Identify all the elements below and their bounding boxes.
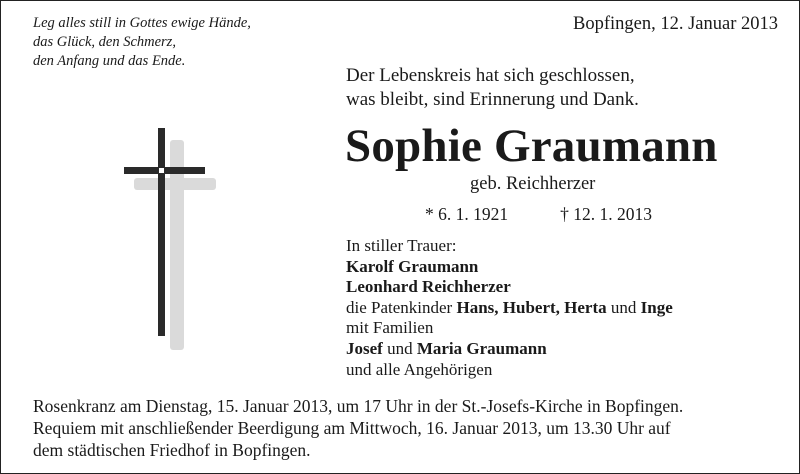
mourners-closing: und alle Angehörigen: [346, 359, 493, 379]
motto-line-3: den Anfang und das Ende.: [33, 53, 186, 69]
service-line-1: Rosenkranz am Dienstag, 15. Januar 2013, um 17 Uhr in der St.-Josefs-Kirche in Bopfingen.: [33, 396, 684, 416]
godchildren-prefix: die Patenkinder: [346, 297, 457, 317]
birth-name: geb. Reichherzer: [470, 174, 596, 194]
godchildren-and: und: [606, 297, 641, 317]
with-families: mit Familien: [346, 318, 434, 338]
motto-line-1: Leg alles still in Gottes ewige Hände,: [33, 15, 251, 31]
mourner-leonhard: Leonhard Reichherzer: [346, 277, 511, 297]
intro-verse: [346, 64, 639, 112]
godchildren-last: Inge: [640, 297, 673, 317]
cross-icon: [118, 124, 228, 354]
place-date-line: Bopfingen, 12. Januar 2013: [572, 14, 778, 34]
mourner-karolf: Karolf Graumann: [346, 256, 479, 276]
couple-second: Maria Graumann: [416, 338, 547, 358]
couple-line: [346, 339, 673, 360]
life-dates: [425, 204, 652, 225]
deceased-name: Sophie Graumann: [345, 120, 718, 172]
motto-verse: [33, 14, 251, 71]
service-details: [33, 395, 683, 461]
birth-date: * 6. 1. 1921: [425, 204, 509, 224]
intro-line-1: Der Lebenskreis hat sich geschlossen,: [346, 65, 635, 86]
mourners-list: [346, 236, 673, 380]
intro-line-2: was bleibt, sind Erinnerung und Dank.: [346, 89, 639, 110]
service-line-3: dem städtischen Friedhof in Bopfingen.: [33, 440, 311, 460]
death-date: † 12. 1. 2013: [560, 204, 652, 224]
godchildren-line: [346, 298, 673, 319]
motto-line-2: das Glück, den Schmerz,: [33, 34, 176, 50]
mourners-heading: In stiller Trauer:: [346, 236, 457, 255]
couple-and: und: [382, 338, 417, 358]
godchildren-names: Hans, Hubert, Herta: [456, 297, 607, 317]
couple-first: Josef: [346, 338, 383, 358]
service-line-2: Requiem mit anschließender Beerdigung am Mittwoch, 16. Januar 2013, um 13.30 Uhr auf: [33, 418, 671, 438]
